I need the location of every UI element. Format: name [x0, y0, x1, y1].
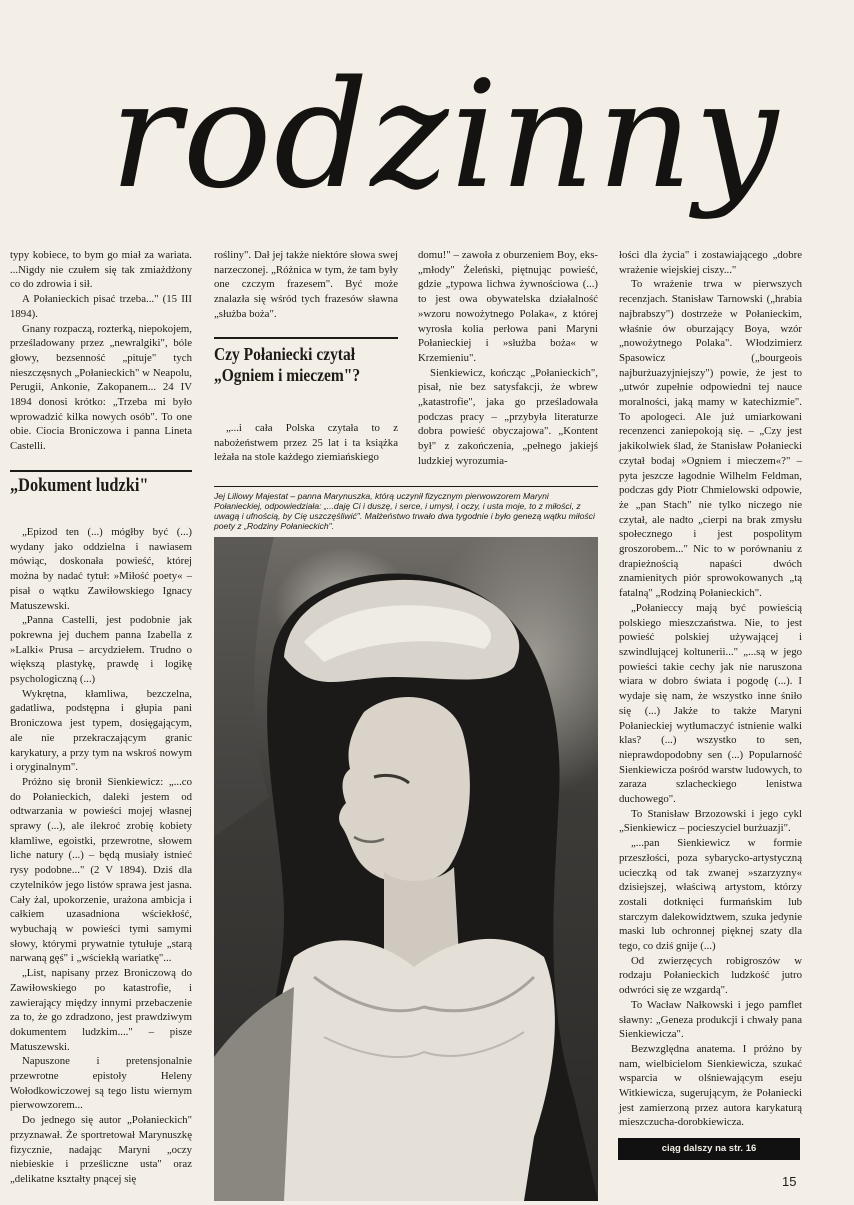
paragraph: domu!" – zawoła z oburzeniem Boy, eks-„młody" Żeleński, piętnując powieść, gdzie „typowa lichwa żywnościowa (...) to jest owa obywatelska działalność »wzoru nowożytnego Polaka«, z której wyrosła kolia perłowa pani Maryni Połanieckiej i »służba boża« w Krzemieniu". — [418, 249, 598, 364]
paragraph: „...pan Sienkiewicz w formie przeszłości, poza sybarycko-artystyczną ucieczką od tak zwanej »szarzyzny« dzisiejszej, właściwą artystom, którzy zostali dotknięci furmańskim lub starczym dalekowidztwem, szuka jedynie maski lub ochronnej pięknej szaty dla tego, co dziś gnije (...) — [619, 837, 802, 953]
portrait-photo — [214, 537, 598, 1201]
paragraph: rośliny". Dał jej także niektóre słowa swej narzeczonej. „Różnica w tym, że tam były one czczym frazesem". Być może znalazła się wśród tych frazesów sławna „służba boża". — [214, 249, 398, 320]
photo-caption: Jej Liliowy Majestat – panna Marynuszka, którą uczynił fizycznym pierwowzorem Maryni Połanieckiej, odpowiedziała: „...daję Ci i duszę, i serce, i umysł, i oczy, i usta moje, to z miłości, z uwagą i ufnością, by Cię uszczęśliwić". Małżeństwo trwało dwa tygodnie i było genezą wątku miłości poety z „Rodziny Połanieckich". — [214, 491, 595, 531]
section-heading-dokument-ludzki: „Dokument ludzki" — [10, 475, 149, 496]
paragraph: Napuszone i pretensjonalnie przewrotne epistoły Heleny Wołodkowiczowej są tego listu wiernym pierwowzorem... — [10, 1055, 192, 1112]
paragraph: To Stanisław Brzozowski i jego cykl „Sienkiewicz – pocieszyciel burżuazji". — [619, 807, 802, 835]
section-rule — [214, 337, 398, 339]
column-2-top — [214, 248, 398, 322]
column-4 — [619, 248, 802, 1130]
divider-above-caption — [214, 486, 598, 487]
paragraph: Bezwzględna anatema. I próżno by nam, wielbicielom Sienkiewicza, szukać wsparcia w olśniewającym eseju Witkiewicza, sugerującym, że Połaniecki jest zamierzoną przez autora karykaturą mieszczucha-dorobkiewicza. — [619, 1042, 802, 1129]
paragraph: To wrażenie trwa w pierwszych recenzjach. Stanisław Tarnowski („hrabia najbrabszy") dostrzeże w Połanieckim, właśnie ów oburzający Boya, wzór „nowożytnego Polaka". Włodzimierz Spasowicz („bourgeois najburżuazyjniejszy") powie, że jest to „utwór zupełnie odpowiedni tej naucе moralności, jaką mamy w katechizmie". To apologeci. Ale już umiarkowani recenzenci zaniepokoją się. – „Czy jest jakikolwiek ślad, że Stanisław Połaniecki czytał bodaj »Ogniem i mieczem«?" – pyta jeszcze łagodnie Wilhelm Feldman, podczas gdy Piotr Chmielowski odpowie, że „pan Stach" nie tylko niczego nie czytał, ale nadto „cierpi na brak zmysłu społecznego i jest pospolitym groszorobem..." Nic to w porównaniu z drapieżnością napaści dwóch znamienitych piór sprowokowanych „tą fatalną" „Rodziną Połanieckich". — [619, 278, 802, 600]
paragraph: Próżno się bronił Sienkiewicz: „...co do Połanieckich, daleki jestem od odtwarzania w powieści mojej własnej sprawy (...), ale ilekroć zrobię kobiety kłamliwe, egoistki, przewrotne, słowem liche natury (...) – będą musiały istnieć rysy podobne..." (2 V 1894). Dziś dla czytelników jego listów sprawa jest jasna. Cały żal, upokorzenie, urażona ambicja i całkiem uzasadniona wściekłość, wybuchają w powieści tymi samymi słowy, którymi prywatnie tytułuje „starą narwaną gęś" i „wściekłą wariatkę"... — [10, 775, 192, 965]
paragraph: „Panna Castelli, jest podobnie jak pokrewna jej duchem panna Izabella z »Lalki« Prusa – arcydziełem. Trudno o większą plastykę, prawdę i logikę psychologiczną (...) — [10, 614, 192, 686]
paragraph: „...i cała Polska czytała to z nabożeństwem przez 25 lat i ta książka leżała na stole każdego ziemiańskiego — [214, 422, 398, 464]
portrait-illustration — [214, 537, 598, 1201]
paragraph: Od zwierzęcych robigroszów w rodzaju Połanieckich ludzkość jutro odwróci się ze wzgardą". — [619, 954, 802, 997]
paragraph: Do jednego się autor „Połanieckich" przyznawał. Że sportretował Marynuszkę fizycznie, nadając Maryni „oczy niebieskie i prześliczne usta" oraz „delikatne kształty pnącej się — [10, 1114, 192, 1185]
paragraph: Wykrętna, kłamliwa, bezczelna, gadatliwa, podstępna i głupia pani Broniczowa jest typem, dosięgającym, ale nie przekraczającym granic karykatury, a przy tym na wskroś nowym i oryginalnym". — [10, 687, 192, 774]
column-2-after-heading — [214, 421, 398, 465]
paragraph: typy kobiece, to bym go miał za wariata. ...Nigdy nie czułem się tak zmiażdżony co do zdrowia i sił. — [10, 249, 192, 291]
paragraph: Sienkiewicz, kończąc „Połanieckich", pisał, nie bez satysfakcji, że wbrew „katastrofie", jaka go prześladowała podczas pracy – „przybyła literaturze dobra powieść obyczajowa". „Kontent był" z zakończenia, „pełnego jakiejś ludzkiej wyrozumia- — [418, 366, 598, 467]
section-rule — [10, 470, 192, 472]
paragraph: „Połanieccy mają być powieścią polskiego mieszczaństwa. Nie, to jest powieść polskiej używającej i szwindlującej koltunerii..." „...są w jego powieści takie cechy jak nie naruszona wiara w dobro świata i pogodę (...). I wydaje się nam, że wszystko inne śniło się (...) Jakże to także Maryni Połanieckiej wytłumaczyć istnienie walki klas? (...) wszystko to sen, nieprawdopodobny sen (...) Popularność Sienkiewicza pośród warstw ludowych, to zaraza szlacheckiego lenistwa duchowego". — [619, 601, 802, 806]
paragraph: łości dla życia" i zostawiającego „dobre wrażenie wiejskiej ciszy..." — [619, 249, 802, 276]
section-heading-czy-polaniecki: Czy Połaniecki czytał „Ogniem i mieczem"? — [214, 344, 361, 385]
column-1-top — [10, 248, 192, 454]
paragraph: A Połanieckich pisać trzeba..." (15 III 1894). — [10, 293, 192, 320]
paragraph: „Epizod ten (...) mógłby być (...) wydany jako oddzielna i nawiasem mówiąc, doskonała powieść, której można by nadać tytuł: »Miłość poety« – pisał o wątku Zawiłowskiego Ignacy Matuszewski. — [10, 526, 192, 612]
paragraph: Gnany rozpaczą, rozterką, niepokojem, prześladowany przez „newralgiki", bóle głowy, bezsenność „pituje" tych nieszczęsnych „Połanieckich" w Neapolu, Perugii, Ankonie, Zakopanem... 24 IV 1894 donosi krótko: „Trzeba mi było wprowadzić kilka nowych osób". To one obie. Ciocia Broniczowa i panna Lineta Castelli. — [10, 322, 192, 453]
column-1-bottom — [10, 525, 192, 1185]
paragraph: To Wacław Nałkowski i jego pamflet sławny: „Geneza produkcji i chwały pana Sienkiewicza". — [619, 998, 802, 1041]
continued-on-page-note: ciąg dalszy na str. 16 — [618, 1138, 800, 1160]
paragraph: „List, napisany przez Broniczową do Zawiłowskiego po katastrofie, i zawierający między innymi przebaczenie za to, że go zdradzono, jest prawdziwym dokumentem ludzkim...." – pisze Matuszewski. — [10, 967, 192, 1053]
page-number: 15 — [782, 1174, 797, 1189]
article-title: rodzinny — [109, 49, 781, 221]
column-3-top — [418, 248, 598, 469]
